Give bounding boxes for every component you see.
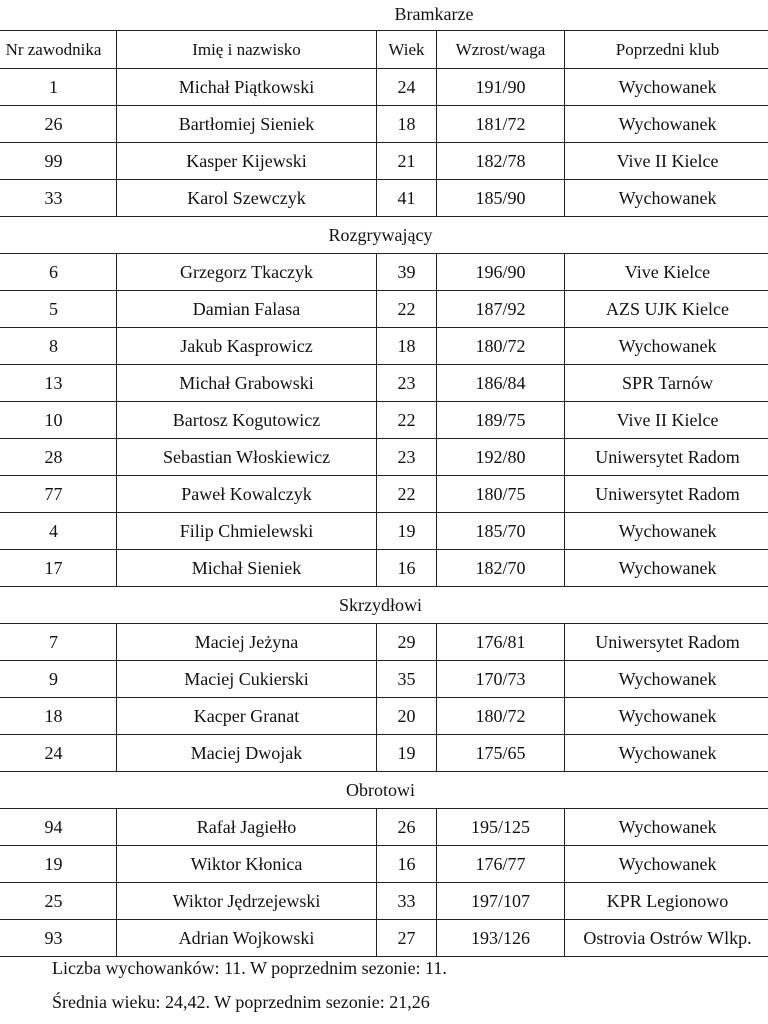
player-name: Michał Sieniek (117, 550, 377, 587)
player-previous-club: Wychowanek (565, 661, 768, 698)
player-age: 22 (377, 402, 437, 439)
player-name: Wiktor Jędrzejewski (117, 883, 377, 920)
table-row (0, 106, 768, 143)
player-age: 27 (377, 920, 437, 957)
player-number: 33 (0, 180, 117, 217)
section-title: Rozgrywający (0, 217, 768, 254)
table-row (0, 476, 768, 513)
player-height-weight: 195/125 (437, 809, 565, 846)
player-number: 1 (0, 69, 117, 106)
player-previous-club: Uniwersytet Radom (565, 624, 768, 661)
player-height-weight: 191/90 (437, 69, 565, 106)
table-row (0, 661, 768, 698)
player-height-weight: 180/75 (437, 476, 565, 513)
section-title-row (0, 217, 768, 254)
player-previous-club: Wychowanek (565, 328, 768, 365)
player-age: 23 (377, 439, 437, 476)
table-row (0, 439, 768, 476)
player-previous-club: AZS UJK Kielce (565, 291, 768, 328)
player-previous-club: Wychowanek (565, 513, 768, 550)
player-previous-club: Wychowanek (565, 846, 768, 883)
player-height-weight: 193/126 (437, 920, 565, 957)
header-height-weight: Wzrost/waga (437, 31, 565, 69)
header-age: Wiek (377, 31, 437, 69)
player-number: 6 (0, 254, 117, 291)
player-number: 19 (0, 846, 117, 883)
table-row (0, 180, 768, 217)
table-row (0, 920, 768, 957)
player-previous-club: Vive Kielce (565, 254, 768, 291)
player-number: 8 (0, 328, 117, 365)
player-number: 10 (0, 402, 117, 439)
player-height-weight: 189/75 (437, 402, 565, 439)
player-number: 26 (0, 106, 117, 143)
player-name: Maciej Dwojak (117, 735, 377, 772)
header-nr: Nr zawodnika (0, 31, 117, 69)
table-row (0, 328, 768, 365)
player-name: Bartosz Kogutowicz (117, 402, 377, 439)
section-title-row (0, 587, 768, 624)
table-row (0, 809, 768, 846)
player-height-weight: 186/84 (437, 365, 565, 402)
summary-average-age: Średnia wieku: 24,42. W poprzednim sezonie: 21,26 (52, 992, 430, 1012)
player-number: 5 (0, 291, 117, 328)
player-previous-club: Vive II Kielce (565, 402, 768, 439)
table-row (0, 143, 768, 180)
player-height-weight: 180/72 (437, 328, 565, 365)
player-height-weight: 176/81 (437, 624, 565, 661)
player-age: 22 (377, 476, 437, 513)
player-previous-club: Uniwersytet Radom (565, 476, 768, 513)
player-height-weight: 175/65 (437, 735, 565, 772)
player-number: 99 (0, 143, 117, 180)
player-name: Jakub Kasprowicz (117, 328, 377, 365)
player-height-weight: 181/72 (437, 106, 565, 143)
table-row (0, 291, 768, 328)
player-number: 94 (0, 809, 117, 846)
table-row (0, 254, 768, 291)
header-name: Imię i nazwisko (117, 31, 377, 69)
player-height-weight: 192/80 (437, 439, 565, 476)
table-row (0, 513, 768, 550)
player-age: 29 (377, 624, 437, 661)
player-number: 9 (0, 661, 117, 698)
table-row (0, 883, 768, 920)
player-age: 24 (377, 69, 437, 106)
player-age: 21 (377, 143, 437, 180)
player-height-weight: 187/92 (437, 291, 565, 328)
player-number: 17 (0, 550, 117, 587)
player-previous-club: Wychowanek (565, 550, 768, 587)
player-age: 35 (377, 661, 437, 698)
player-previous-club: KPR Legionowo (565, 883, 768, 920)
player-age: 33 (377, 883, 437, 920)
player-name: Kasper Kijewski (117, 143, 377, 180)
player-number: 24 (0, 735, 117, 772)
player-height-weight: 182/70 (437, 550, 565, 587)
player-name: Adrian Wojkowski (117, 920, 377, 957)
table-row (0, 698, 768, 735)
player-number: 77 (0, 476, 117, 513)
player-height-weight: 196/90 (437, 254, 565, 291)
player-age: 20 (377, 698, 437, 735)
table-row (0, 402, 768, 439)
table-row (0, 735, 768, 772)
player-name: Paweł Kowalczyk (117, 476, 377, 513)
player-age: 23 (377, 365, 437, 402)
player-name: Kacper Granat (117, 698, 377, 735)
player-previous-club: Uniwersytet Radom (565, 439, 768, 476)
player-previous-club: Wychowanek (565, 809, 768, 846)
player-age: 16 (377, 550, 437, 587)
player-height-weight: 182/78 (437, 143, 565, 180)
player-age: 39 (377, 254, 437, 291)
player-name: Bartłomiej Sieniek (117, 106, 377, 143)
player-height-weight: 185/70 (437, 513, 565, 550)
player-age: 19 (377, 735, 437, 772)
player-previous-club: Wychowanek (565, 698, 768, 735)
player-name: Michał Piątkowski (117, 69, 377, 106)
table-row (0, 365, 768, 402)
player-age: 22 (377, 291, 437, 328)
player-previous-club: Vive II Kielce (565, 143, 768, 180)
player-name: Maciej Jeżyna (117, 624, 377, 661)
table-row (0, 624, 768, 661)
player-name: Rafał Jagiełło (117, 809, 377, 846)
player-name: Filip Chmielewski (117, 513, 377, 550)
table-row (0, 846, 768, 883)
player-name: Karol Szewczyk (117, 180, 377, 217)
player-age: 26 (377, 809, 437, 846)
player-number: 7 (0, 624, 117, 661)
table-row (0, 550, 768, 587)
player-age: 19 (377, 513, 437, 550)
player-previous-club: Ostrovia Ostrów Wlkp. (565, 920, 768, 957)
summary-homegrown: Liczba wychowanków: 11. W poprzednim sezonie: 11. (52, 958, 447, 978)
player-height-weight: 180/72 (437, 698, 565, 735)
section-title-goalkeepers: Bramkarze (394, 4, 474, 24)
section-title: Obrotowi (0, 772, 768, 809)
player-number: 93 (0, 920, 117, 957)
player-previous-club: Wychowanek (565, 735, 768, 772)
player-number: 28 (0, 439, 117, 476)
player-name: Sebastian Włoskiewicz (117, 439, 377, 476)
player-age: 16 (377, 846, 437, 883)
table-row (0, 69, 768, 106)
player-number: 25 (0, 883, 117, 920)
player-previous-club: SPR Tarnów (565, 365, 768, 402)
player-age: 41 (377, 180, 437, 217)
player-height-weight: 176/77 (437, 846, 565, 883)
player-age: 18 (377, 106, 437, 143)
player-number: 4 (0, 513, 117, 550)
player-name: Damian Falasa (117, 291, 377, 328)
section-title-row (0, 772, 768, 809)
header-previous-club: Poprzedni klub (565, 31, 768, 69)
player-name: Wiktor Kłonica (117, 846, 377, 883)
roster-table (0, 30, 768, 957)
player-height-weight: 197/107 (437, 883, 565, 920)
player-height-weight: 185/90 (437, 180, 565, 217)
player-number: 18 (0, 698, 117, 735)
player-previous-club: Wychowanek (565, 180, 768, 217)
header-row (0, 31, 768, 69)
player-name: Maciej Cukierski (117, 661, 377, 698)
player-name: Michał Grabowski (117, 365, 377, 402)
player-height-weight: 170/73 (437, 661, 565, 698)
player-number: 13 (0, 365, 117, 402)
section-title: Skrzydłowi (0, 587, 768, 624)
player-previous-club: Wychowanek (565, 106, 768, 143)
player-name: Grzegorz Tkaczyk (117, 254, 377, 291)
player-previous-club: Wychowanek (565, 69, 768, 106)
player-age: 18 (377, 328, 437, 365)
